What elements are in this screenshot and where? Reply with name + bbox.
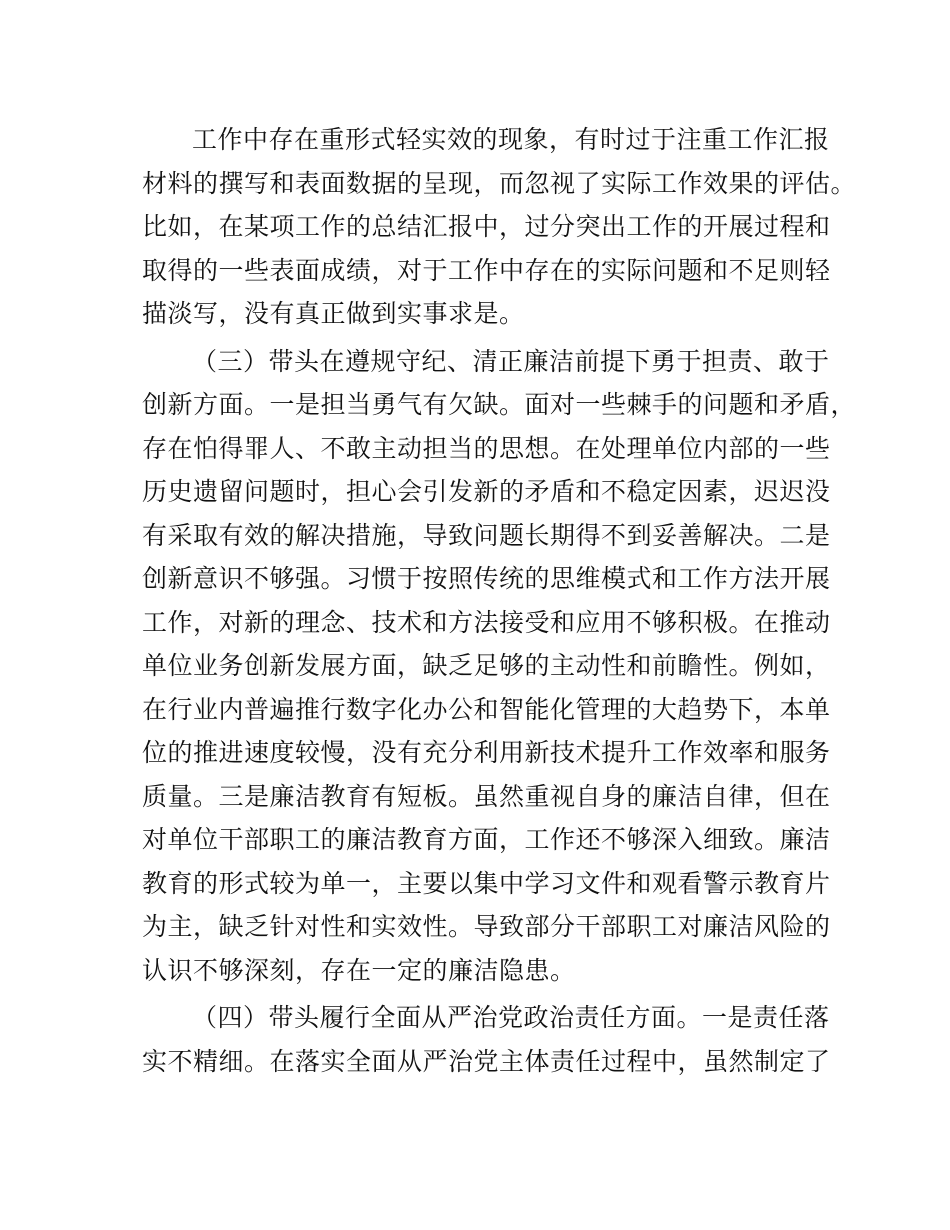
text-line: 创新意识不够强。习惯于按照传统的思维模式和工作方法开展 — [142, 564, 831, 593]
text-line: 存在怕得罪人、不敢主动担当的思想。在处理单位内部的一些 — [142, 433, 831, 463]
paragraph-section-three — [142, 340, 857, 993]
text-line: 材料的撰写和表面数据的呈现，而忽视了实际工作效果的评估。 — [142, 168, 857, 198]
text-line: 工作，对新的理念、技术和方法接受和应用不够积极。在推动 — [142, 607, 831, 637]
text-line: 有采取有效的解决措施，导致问题长期得不到妥善解决。二是 — [142, 520, 831, 550]
text-line: 比如，在某项工作的总结汇报中，过分突出工作的开展过程和 — [142, 212, 831, 241]
text-line: （三）带头在遵规守纪、清正廉洁前提下勇于担责、敢于 — [192, 346, 830, 376]
text-line: 教育的形式较为单一，主要以集中学习文件和观看警示教育片 — [142, 868, 831, 898]
document-body — [142, 118, 857, 1083]
text-line: 位的推进速度较慢，没有充分利用新技术提升工作效率和服务 — [142, 738, 831, 767]
text-line: 认识不够深刻，存在一定的廉洁隐患。 — [142, 955, 576, 985]
text-line: 质量。三是廉洁教育有短板。虽然重视自身的廉洁自律，但在 — [142, 781, 831, 811]
paragraph-work-style — [142, 118, 857, 336]
text-line: 创新方面。一是担当勇气有欠缺。面对一些棘手的问题和矛盾， — [142, 390, 857, 419]
text-line: 对单位干部职工的廉洁教育方面，工作还不够深入细致。廉洁 — [142, 825, 831, 854]
text-line: 在行业内普遍推行数字化办公和智能化管理的大趋势下，本单 — [142, 694, 831, 724]
paragraph-section-four — [142, 996, 831, 1083]
text-line: 描淡写，没有真正做到实事求是。 — [142, 299, 525, 328]
text-line: 历史遗留问题时，担心会引发新的矛盾和不稳定因素，迟迟没 — [142, 477, 831, 506]
text-line: 工作中存在重形式轻实效的现象，有时过于注重工作汇报 — [192, 125, 830, 154]
text-line: 为主，缺乏针对性和实效性。导致部分干部职工对廉洁风险的 — [142, 912, 831, 941]
text-line: 单位业务创新发展方面，缺乏足够的主动性和前瞻性。例如， — [142, 651, 831, 680]
text-line: 实不精细。在落实全面从严治党主体责任过程中，虽然制定了 — [142, 1046, 831, 1076]
text-line: 取得的一些表面成绩，对于工作中存在的实际问题和不足则轻 — [142, 255, 831, 285]
text-line: （四）带头履行全面从严治党政治责任方面。一是责任落 — [192, 1003, 830, 1032]
